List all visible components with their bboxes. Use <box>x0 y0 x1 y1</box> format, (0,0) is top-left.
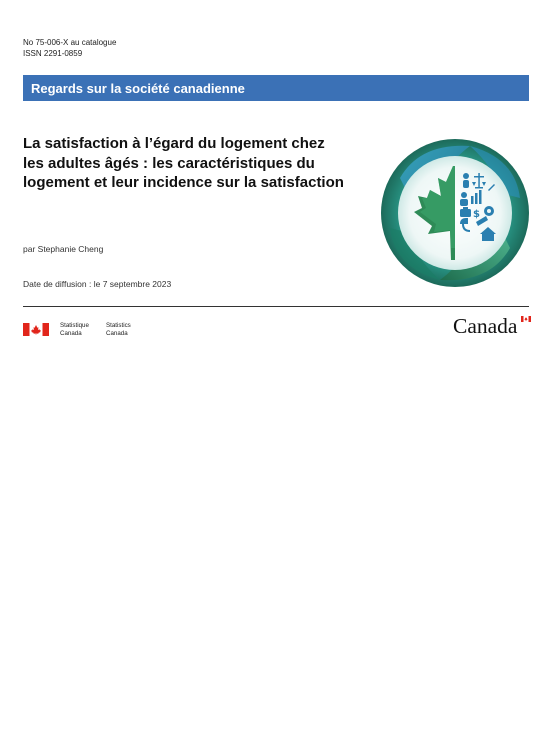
agency-fr-line: Statistique <box>60 322 89 329</box>
wordmark-text: Canada <box>453 314 518 338</box>
wordmark-flag-icon <box>521 316 531 322</box>
document-title <box>23 134 363 193</box>
catalogue-info <box>23 37 116 59</box>
agency-name-french <box>60 322 89 337</box>
title-line: logement et leur incidence sur la satisfaction <box>23 174 344 191</box>
footer-divider <box>23 306 529 307</box>
title-line: les adultes âgés : les caractéristiques du <box>23 154 315 172</box>
cover-maple-leaf-icon <box>380 138 530 288</box>
agency-fr-line: Canada <box>60 329 82 337</box>
catalogue-number: No 75-006-X au catalogue <box>23 38 117 47</box>
series-title: Regards sur la société canadienne <box>31 80 245 96</box>
issn: ISSN 2291-0859 <box>23 49 83 58</box>
svg-text:$: $ <box>473 209 480 220</box>
canadian-flag-icon <box>23 323 49 336</box>
agency-en-line: Canada <box>106 329 128 337</box>
agency-name-english <box>106 322 131 337</box>
series-banner <box>23 75 529 101</box>
release-date: Date de diffusion : le 7 septembre 2023 <box>23 279 172 289</box>
agency-en-line: Statistics <box>106 322 131 329</box>
author: par Stephanie Cheng <box>23 244 104 254</box>
canada-wordmark <box>453 311 531 339</box>
title-line: La satisfaction à l’égard du logement chez <box>23 135 325 152</box>
